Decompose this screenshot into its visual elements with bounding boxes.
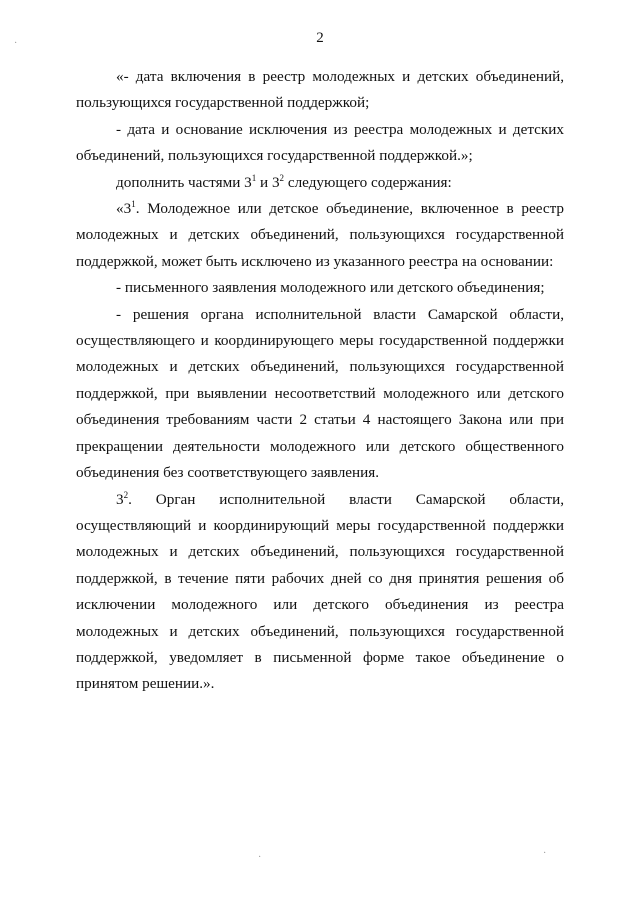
paragraph-3-text-b: и 3 (256, 173, 280, 191)
scan-mark: · (14, 38, 18, 49)
paragraph-6: - решения органа исполнительной власти Самарской области, осуществляющего и координирующего меры государственной поддержки молодежных и детских объединений, пользующихся государственной поддержкой, при выявлении несоответствий молодежного или детского объединения требованиям части 2 статьи 4 настоящего Закона или при прекращении деятельности молодежного или детского общественного объединения без соответствующего заявления. (76, 305, 564, 482)
paragraph-3-text-a: дополнить частями 3 (116, 173, 252, 191)
superscript: 2 (279, 172, 285, 183)
paragraph-4-text-b: . Молодежное или детское объединение, включенное в реестр молодежных и детских объединений, пользующихся государственной поддержкой, может быть исключено из указанного реестра на основании: (76, 200, 564, 270)
scan-mark: · (258, 852, 262, 863)
paragraph-7 (76, 487, 564, 698)
paragraph-2: - дата и основание исключения из реестра молодежных и детских объединений, пользующихся государственной поддержкой.»; (76, 120, 564, 165)
page-number: 2 (316, 30, 324, 46)
superscript: 1 (131, 199, 136, 210)
superscript: 1 (251, 172, 257, 183)
scan-mark: · (543, 848, 547, 859)
superscript: 2 (123, 489, 129, 500)
paragraph-4 (76, 196, 564, 275)
paragraph-4-text-a: «3 (116, 200, 132, 218)
paragraph-1: «- дата включения в реестр молодежных и детских объединений, пользующихся государственной поддержкой; (76, 68, 564, 112)
paragraph-7-text-b: . Орган исполнительной власти Самарской области, осуществляющий и координирующий меры государственной поддержки молодежных и детских объединений, пользующихся государственной поддержкой, в течение пяти рабочих дней со дня принятия решения об исключении молодежного или детского объединения из реестра молодежных и детских объединений, пользующихся государственной поддержкой, уведомляет в письменной форме такое объединение о принятом решении.». (76, 490, 564, 693)
paragraph-7-text-a: 3 (116, 490, 124, 508)
paragraph-3-text-c: следующего содержания: (284, 173, 452, 191)
document-body (76, 64, 564, 698)
paragraph-3 (76, 170, 564, 196)
paragraph-5: - письменного заявления молодежного или детского объединения; (116, 279, 545, 297)
